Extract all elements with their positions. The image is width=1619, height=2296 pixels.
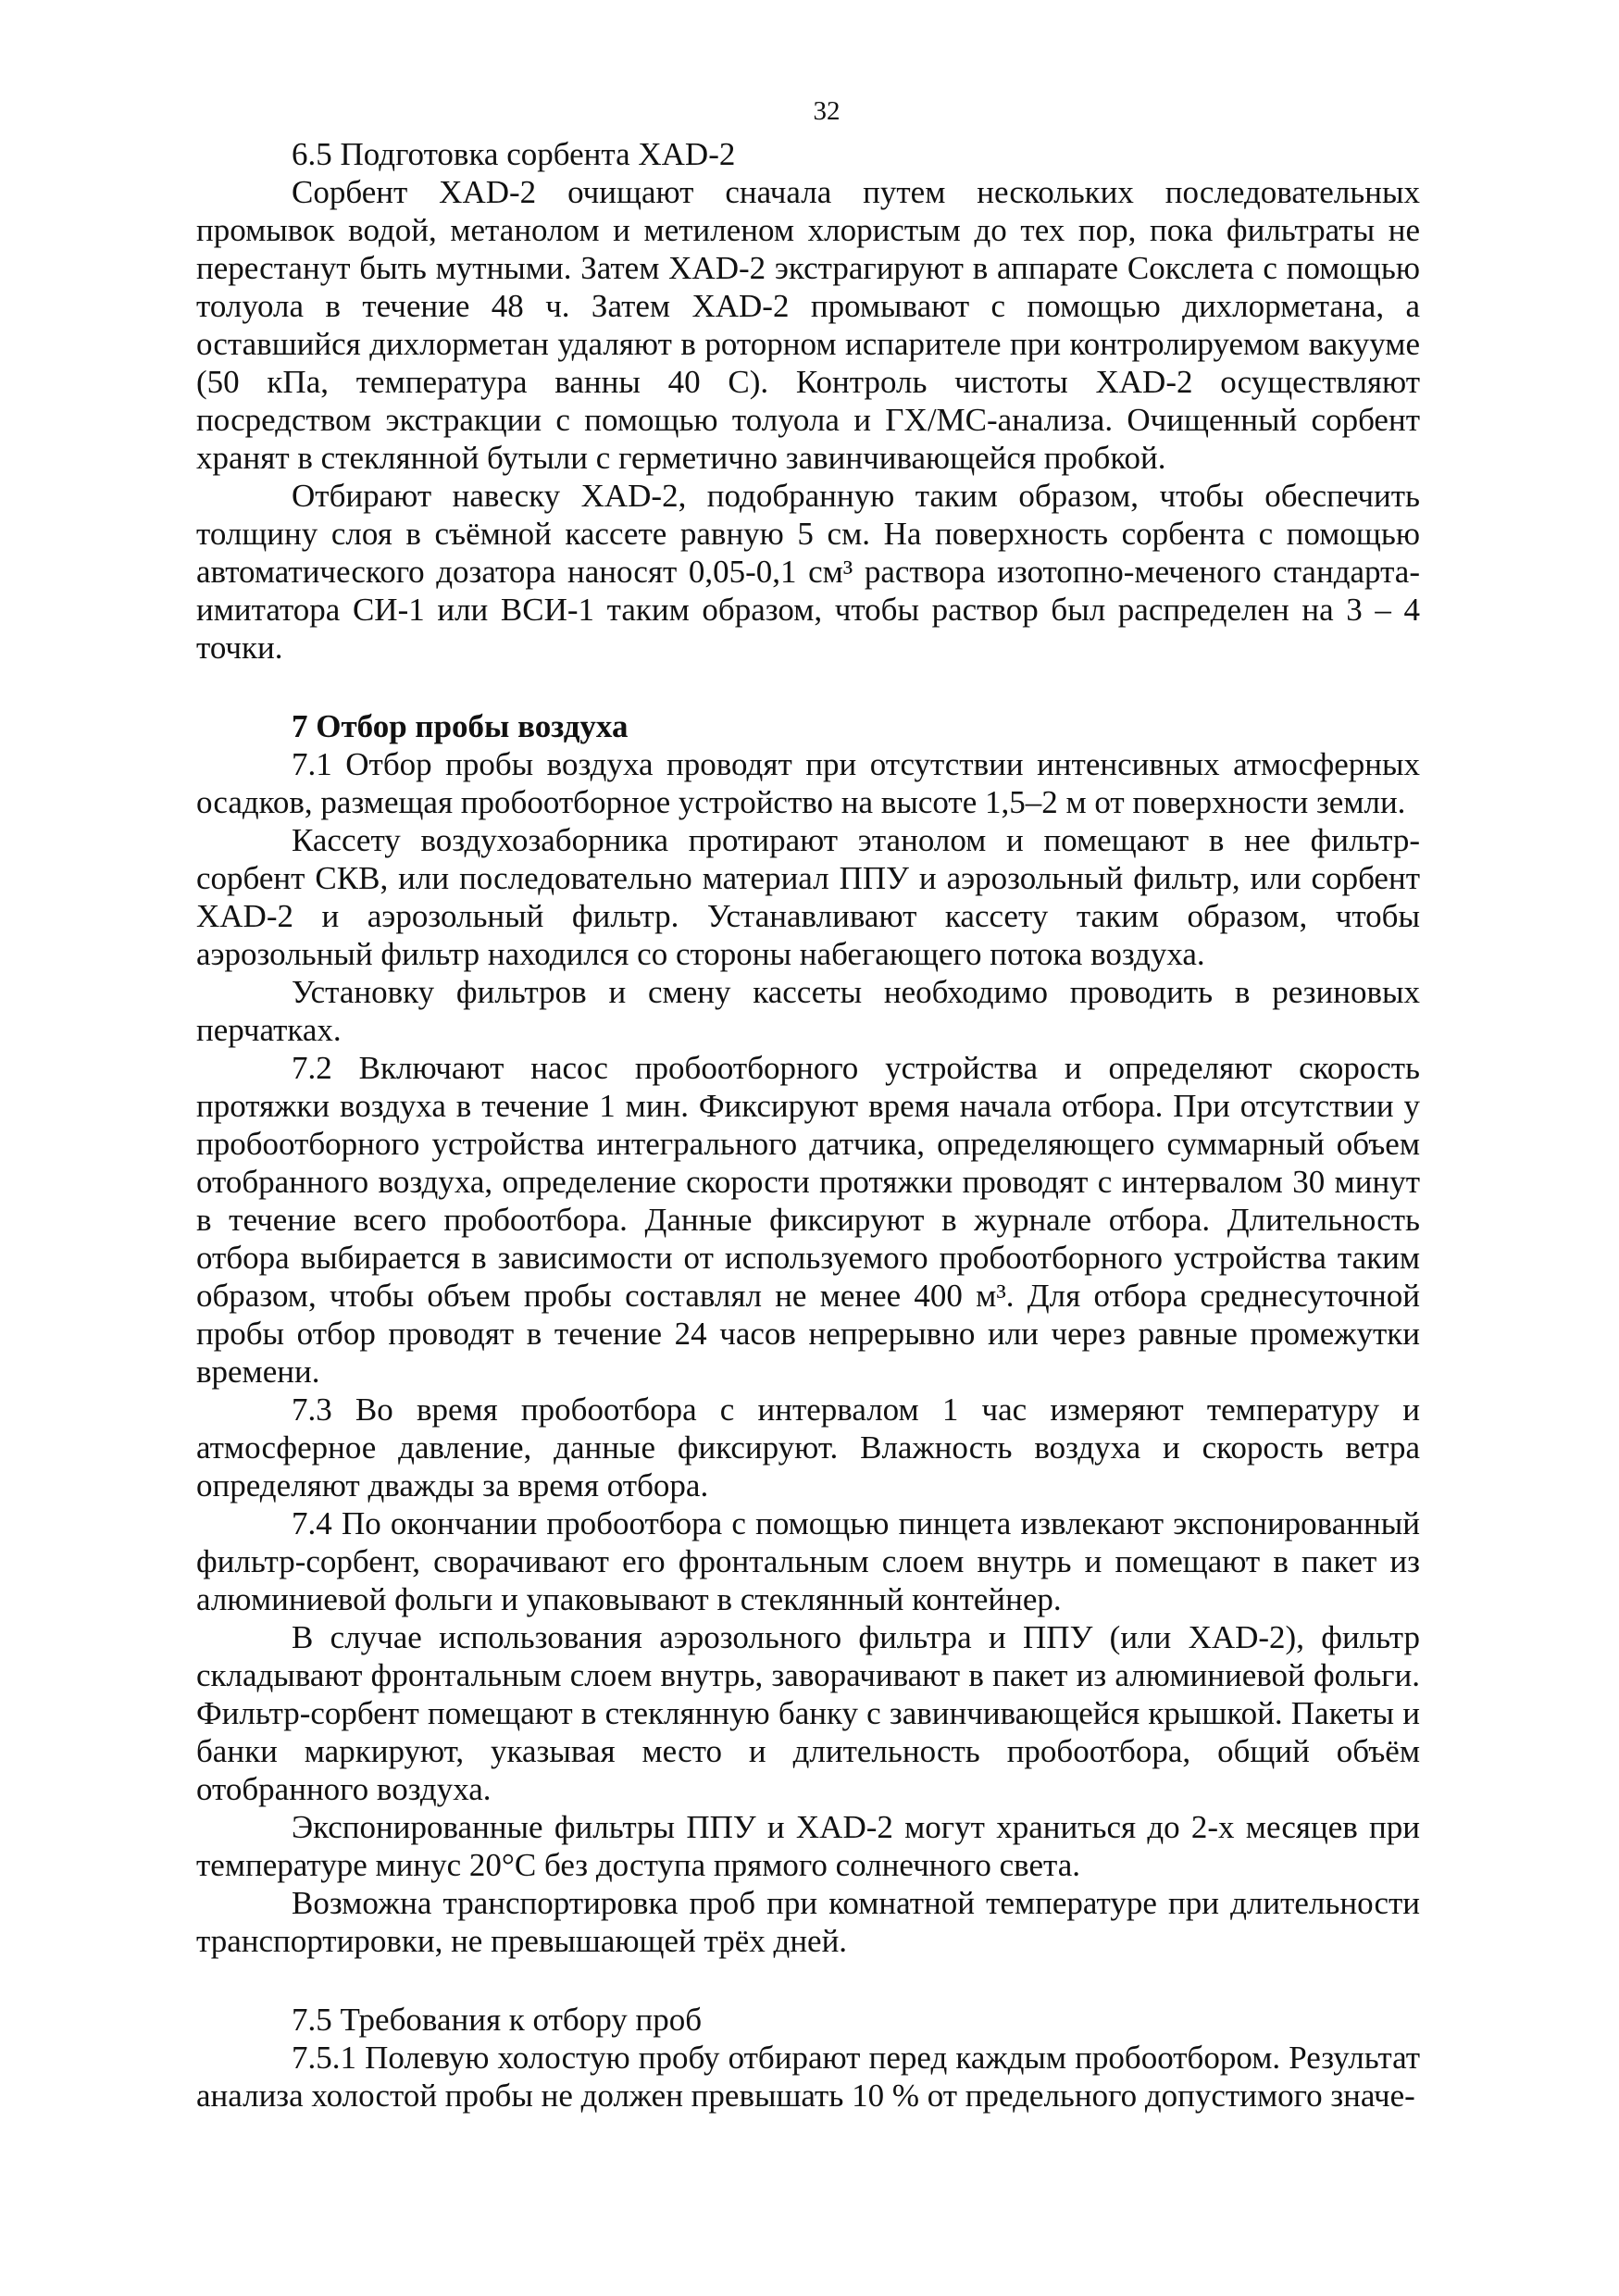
page-number: 32 bbox=[813, 96, 841, 126]
paragraph: Отбирают навеску XAD-2, подобранную таким образом, чтобы обеспечить толщину слоя в съёмной кассете равную 5 см. На поверхность сорбента с помощью автоматического дозатора наносят 0,05-0,1 см³ раствора изотопно-меченого стандарта-имитатора СИ-1 или ВСИ-1 таким образом, чтобы раствор был распределен на 3 – 4 точки. bbox=[196, 478, 1420, 666]
paragraph: 7.3 Во время пробоотбора с интервалом 1 час измеряют температуру и атмосферное давление, данные фиксируют. Влажность воздуха и скорость ветра определяют дважды за время отбора. bbox=[196, 1391, 1420, 1504]
paragraph: 7.1 Отбор пробы воздуха проводят при отсутствии интенсивных атмосферных осадков, размещая пробоотборное устройство на высоте 1,5–2 м от поверхности земли. bbox=[196, 746, 1420, 820]
paragraph: Кассету воздухозаборника протирают этанолом и помещают в нее фильтр-сорбент СКВ, или последовательно материал ППУ и аэрозольный фильтр, или сорбент XAD-2 и аэрозольный фильтр. Устанавливают кассету таким образом, чтобы аэрозольный фильтр находился со стороны набегающего потока воздуха. bbox=[196, 822, 1420, 972]
paragraph: В случае использования аэрозольного фильтра и ППУ (или XAD-2), фильтр складывают фронтальным слоем внутрь, заворачивают в пакет из алюминиевой фольги. Фильтр-сорбент помещают в стеклянную банку с завинчивающейся крышкой. Пакеты и банки маркируют, указывая место и длительность пробоотбора, общий объём отобранного воздуха. bbox=[196, 1619, 1420, 1807]
section-7-heading: 7 Отбор пробы воздуха bbox=[292, 708, 629, 744]
paragraph: Сорбент XAD-2 очищают сначала путем нескольких последовательных промывок водой, метанолом и метиленом хлористым до тех пор, пока фильтраты не перестанут быть мутными. Затем XAD-2 экстрагируют в аппарате Сокслета с помощью толуола в течение 48 ч. Затем XAD-2 промывают с помощью дихлорметана, а оставшийся дихлорметан удаляют в роторном испарителе при контролируемом вакууме (50 кПа, температура ванны 40 С). Контроль чистоты XAD-2 осуществляют посредством экстракции с помощью толуола и ГХ/МС-анализа. Очищенный сорбент хранят в стеклянной бутыли с герметично завинчивающейся пробкой. bbox=[196, 174, 1420, 476]
paragraph: 7.4 По окончании пробоотбора с помощью пинцета извлекают экспонированный фильтр-сорбент, сворачивают его фронтальным слоем внутрь и помещают в пакет из алюминиевой фольги и упаковывают в стеклянный контейнер. bbox=[196, 1505, 1420, 1617]
section-6-5-heading: 6.5 Подготовка сорбента XAD-2 bbox=[292, 136, 736, 172]
section-7-5-heading: 7.5 Требования к отбору проб bbox=[292, 2002, 703, 2038]
paragraph: Возможна транспортировка проб при комнатной температуре при длительности транспортировки, не превышающей трёх дней. bbox=[196, 1885, 1420, 1959]
paragraph: 7.2 Включают насос пробоотборного устройства и определяют скорость протяжки воздуха в течение 1 мин. Фиксируют время начала отбора. При отсутствии у пробоотборного устройства интегрального датчика, определяющего суммарный объем отобранного воздуха, определение скорости протяжки проводят с интервалом 30 минут в течение всего пробоотбора. Данные фиксируют в журнале отбора. Длительность отбора выбирается в зависимости от используемого пробоотборного устройства таким образом, чтобы объем пробы составлял не менее 400 м³. Для отбора среднесуточной пробы отбор проводят в течение 24 часов непрерывно или через равные промежутки времени. bbox=[196, 1050, 1420, 1390]
document-page bbox=[196, 93, 1420, 2115]
paragraph: Экспонированные фильтры ППУ и XAD-2 могут храниться до 2-х месяцев при температуре минус 20°С без доступа прямого солнечного света. bbox=[196, 1809, 1420, 1883]
paragraph: Установку фильтров и смену кассеты необходимо проводить в резиновых перчатках. bbox=[196, 974, 1420, 1048]
paragraph: 7.5.1 Полевую холостую пробу отбирают перед каждым пробоотбором. Результат анализа холостой пробы не должен превышать 10 % от предельного допустимого значе- bbox=[196, 2040, 1420, 2114]
